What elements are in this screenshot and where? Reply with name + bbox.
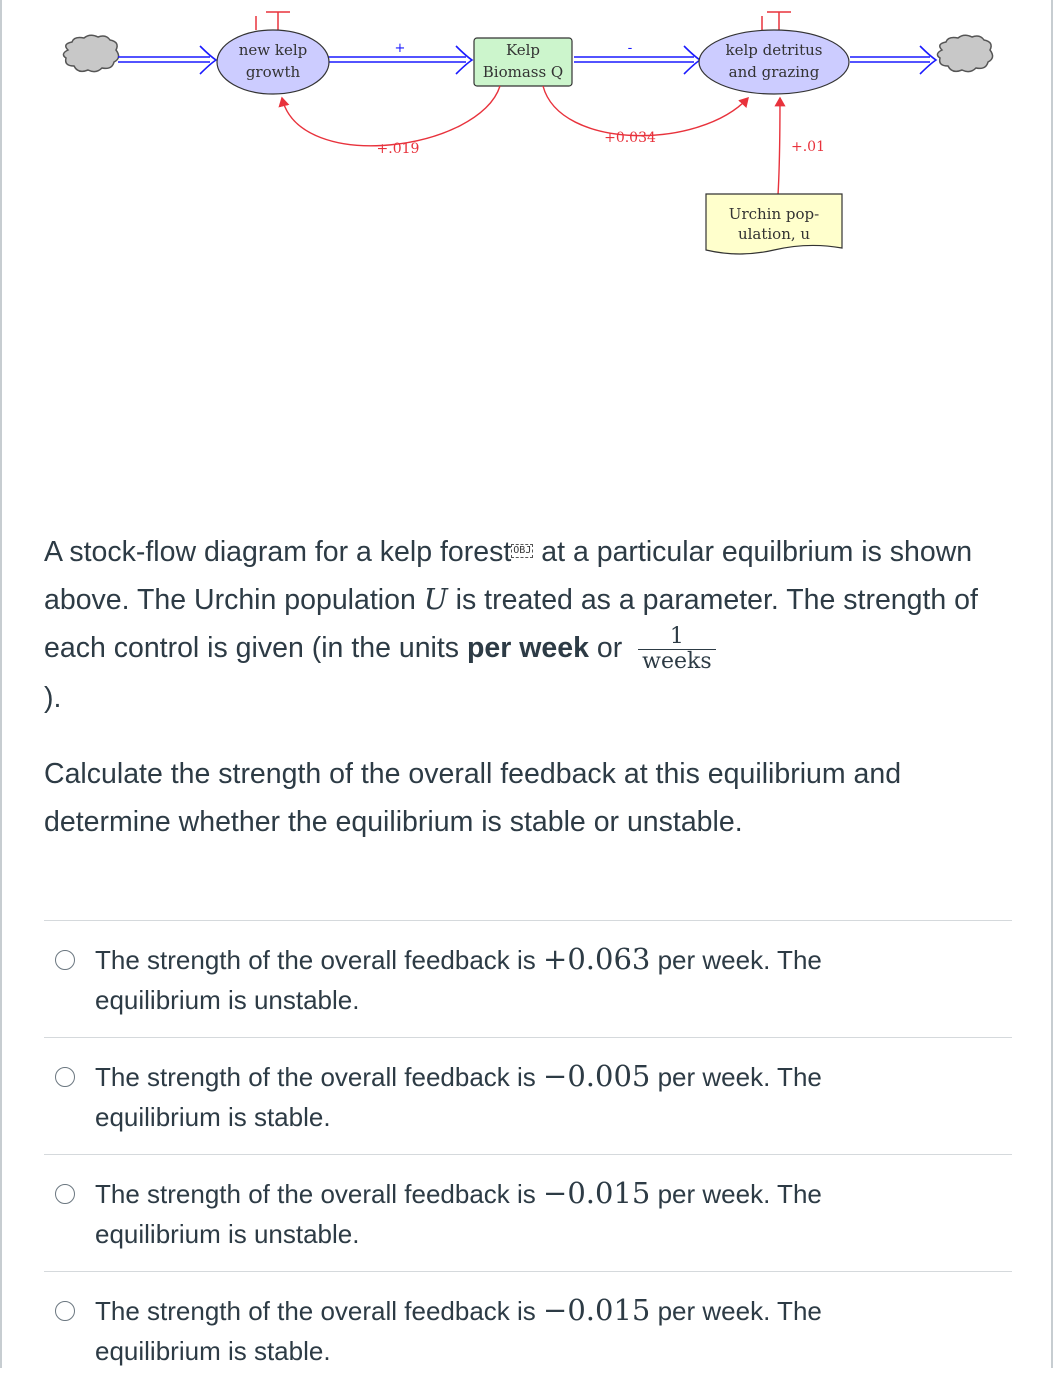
valve-marker-growth (256, 12, 290, 30)
valve-marker-detritus (762, 12, 791, 30)
outflow-pipe-from-kelp (574, 46, 700, 74)
answer-list (44, 920, 1012, 1388)
units-bold: per week (466, 632, 589, 664)
answer-option-2[interactable] (44, 1037, 1012, 1154)
kelp-biomass-line2: Biomass Q (482, 63, 564, 81)
answer-text: The strength of the overall feedback is −0.015 per week. The equilibrium is stable. (95, 1293, 822, 1366)
q-text-d: or (588, 632, 631, 664)
control-arc-kelp-to-detritus (543, 86, 748, 136)
control-label-01: +.01 (791, 139, 825, 155)
units-fraction (638, 625, 716, 674)
stock-kelp-biomass (474, 38, 572, 86)
feedback-value: −0.015 (543, 1176, 651, 1210)
question-text (44, 528, 1024, 846)
q-text-end: ). (44, 681, 62, 714)
answer-text: The strength of the overall feedback is −0.015 per week. The equilibrium is unstable. (95, 1176, 822, 1249)
feedback-value: −0.015 (543, 1293, 651, 1327)
q-text-a: A stock-flow diagram for a kelp forest (44, 536, 512, 568)
inflow-pipe-left (118, 46, 216, 74)
new-kelp-growth-line1: new kelp (238, 41, 308, 59)
control-label-019: +.019 (376, 141, 420, 157)
new-kelp-growth-line2: growth (245, 63, 301, 81)
q-text-b: at a particular equilbrium is shown above. The Urchin population (44, 536, 973, 616)
answer-text: The strength of the overall feedback is −0.005 per week. The equilibrium is stable. (95, 1059, 822, 1132)
feedback-value: −0.005 (543, 1059, 651, 1093)
radio-button[interactable] (55, 1301, 75, 1321)
fraction-numerator: 1 (638, 625, 716, 650)
parameter-urchin-population (706, 194, 842, 254)
answer-option-3[interactable] (44, 1154, 1012, 1271)
kelp-detritus-line2: and grazing (728, 63, 820, 81)
control-arc-kelp-to-growth (282, 86, 500, 146)
urchin-line1: Urchin pop- (728, 205, 820, 223)
kelp-biomass-line1: Kelp (505, 41, 541, 59)
answer-option-1[interactable] (44, 920, 1012, 1037)
radio-button[interactable] (55, 950, 75, 970)
sink-cloud-icon (937, 35, 992, 71)
inflow-sign: + (394, 41, 406, 56)
radio-button[interactable] (55, 1067, 75, 1087)
control-label-034: +0.034 (604, 130, 656, 146)
stock-flow-diagram (0, 0, 1057, 270)
outflow-pipe-right (850, 46, 936, 74)
urchin-line2: ulation, u (737, 225, 811, 243)
answer-option-4[interactable] (44, 1271, 1012, 1388)
outflow-sign: - (627, 41, 633, 56)
urchin-symbol: U (423, 583, 448, 616)
fraction-denominator: weeks (642, 648, 712, 674)
question-paragraph-2: Calculate the strength of the overall feedback at this equilibrium and determine whether the equilibrium is stable or unstable. (44, 757, 902, 838)
flow-node-new-kelp-growth (217, 30, 329, 94)
answer-text: The strength of the overall feedback is +0.063 per week. The equilibrium is unstable. (95, 942, 822, 1015)
q-text-c: is treated as a parameter. The strength of each control is given (in the units (44, 584, 978, 664)
control-arc-urchin-to-detritus (778, 98, 780, 195)
feedback-value: +0.063 (543, 942, 651, 976)
radio-button[interactable] (55, 1184, 75, 1204)
obj-badge: OBJ (513, 545, 532, 556)
flow-node-kelp-detritus (699, 30, 849, 94)
question-paragraph-1 (44, 528, 1024, 722)
source-cloud-icon (63, 35, 118, 71)
kelp-detritus-line1: kelp detritus (725, 41, 823, 59)
